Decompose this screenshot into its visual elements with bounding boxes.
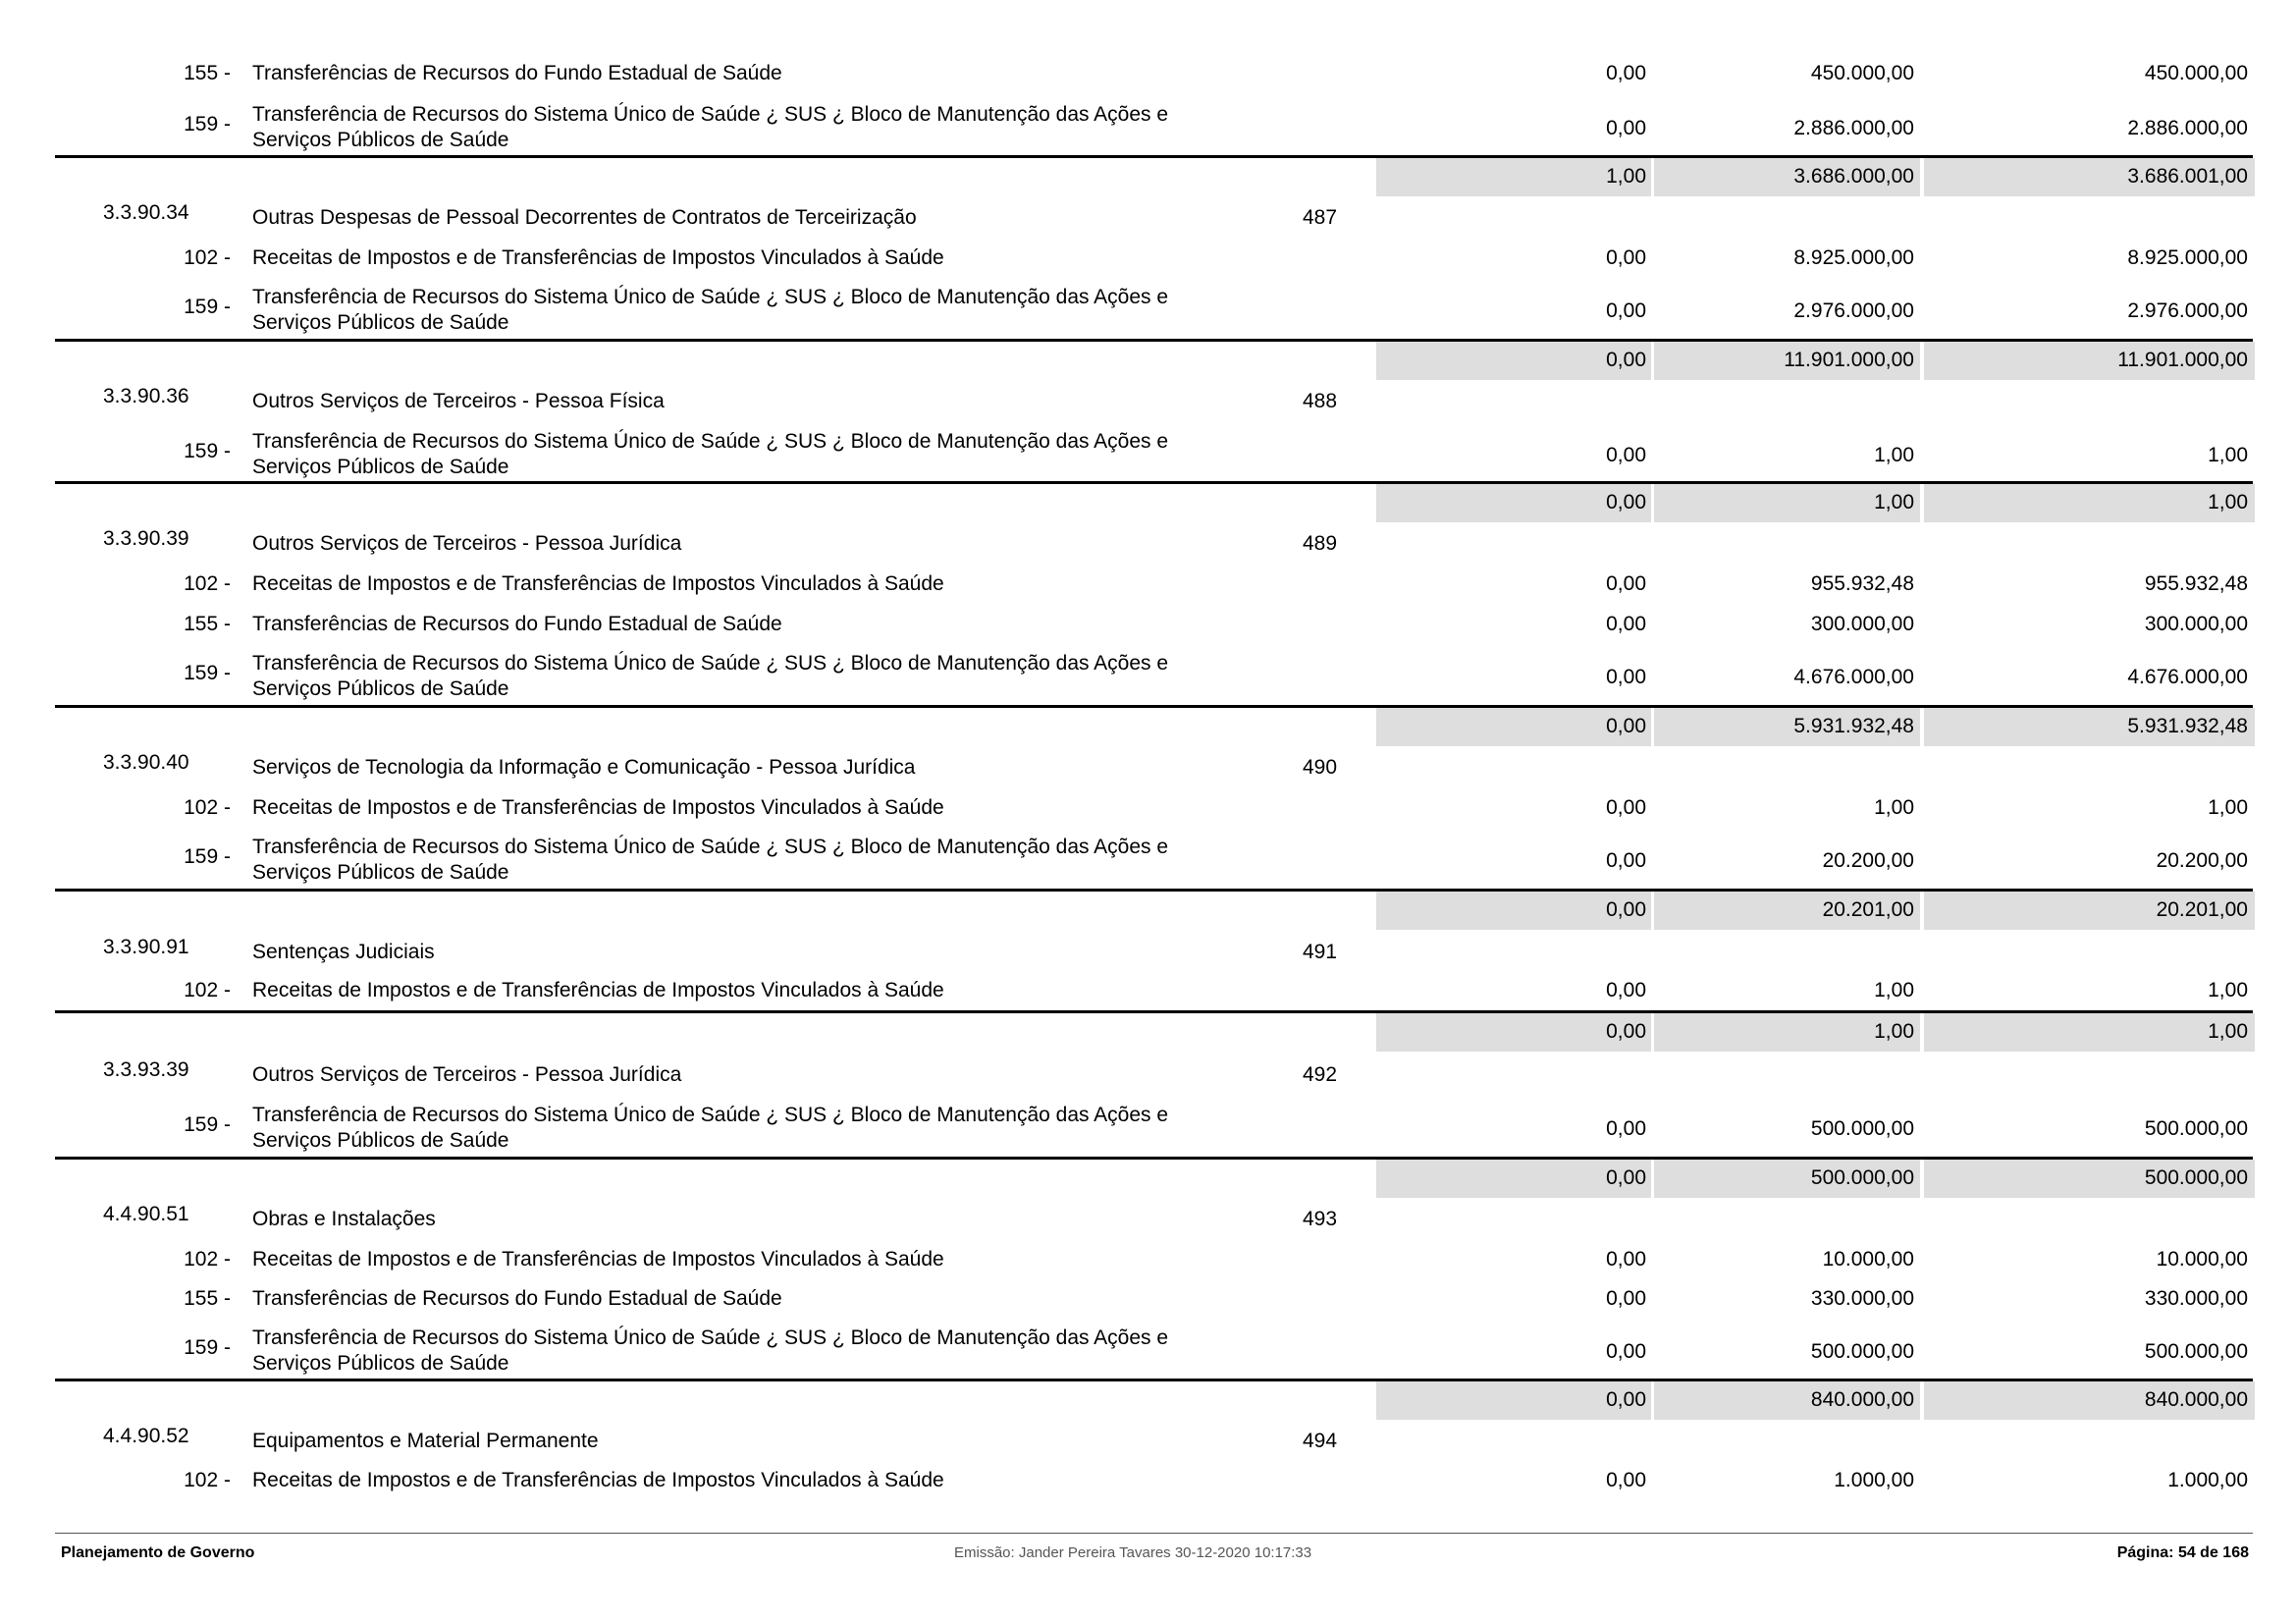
value-col-2: 500.000,00 <box>1810 1340 1914 1363</box>
value-col-1: 0,00 <box>1606 979 1646 1001</box>
account-code: 3.3.90.39 <box>103 527 189 550</box>
source-description: Transferência de Recursos do Sistema Único de Saúde ¿ SUS ¿ Bloco de Manutenção das Ações e <box>252 103 1169 126</box>
subtotal-value-1: 0,00 <box>1606 1388 1646 1411</box>
source-description: Transferência de Recursos do Sistema Único de Saúde ¿ SUS ¿ Bloco de Manutenção das Ações e <box>252 286 1169 308</box>
value-col-2: 1.000,00 <box>1834 1469 1914 1491</box>
value-col-2: 450.000,00 <box>1810 62 1914 84</box>
value-col-2: 2.886.000,00 <box>1793 117 1914 139</box>
value-col-2: 955.932,48 <box>1810 572 1914 595</box>
subtotal-value-2: 1,00 <box>1874 491 1914 514</box>
account-sequence: 492 <box>1303 1063 1338 1086</box>
value-col-3: 1.000,00 <box>2167 1469 2248 1491</box>
account-description: Obras e Instalações <box>252 1208 436 1230</box>
source-description-cont: Serviços Públicos de Saúde <box>252 456 509 478</box>
account-code: 4.4.90.52 <box>103 1425 189 1447</box>
subtotal-value-1: 1,00 <box>1606 165 1646 188</box>
value-col-1: 0,00 <box>1606 299 1646 322</box>
value-col-1: 0,00 <box>1606 246 1646 269</box>
source-description: Transferência de Recursos do Sistema Único de Saúde ¿ SUS ¿ Bloco de Manutenção das Ações e <box>252 1326 1169 1349</box>
source-description-cont: Serviços Públicos de Saúde <box>252 129 509 151</box>
source-code: 102 - <box>184 1248 231 1271</box>
subtotal-value-1: 0,00 <box>1606 898 1646 921</box>
source-code: 159 - <box>184 440 231 462</box>
account-description: Outras Despesas de Pessoal Decorrentes de Contratos de Terceirização <box>252 206 917 229</box>
value-col-2: 4.676.000,00 <box>1793 666 1914 688</box>
subtotal-value-1: 0,00 <box>1606 1020 1646 1043</box>
subtotal-value-2: 840.000,00 <box>1810 1388 1914 1411</box>
subtotal-value-2: 20.201,00 <box>1822 898 1914 921</box>
value-col-2: 1,00 <box>1874 444 1914 466</box>
footer-emission: Emissão: Jander Pereira Tavares 30-12-2020 10:17:33 <box>954 1544 1312 1561</box>
footer-divider <box>55 1533 2253 1534</box>
account-sequence: 493 <box>1303 1208 1338 1230</box>
value-col-1: 0,00 <box>1606 62 1646 84</box>
value-col-3: 10.000,00 <box>2156 1248 2248 1271</box>
subtotal-value-2: 5.931.932,48 <box>1793 715 1914 737</box>
account-description: Outros Serviços de Terceiros - Pessoa Jurídica <box>252 1063 682 1086</box>
account-sequence: 487 <box>1303 206 1338 229</box>
value-col-3: 8.925.000,00 <box>2127 246 2248 269</box>
value-col-1: 0,00 <box>1606 117 1646 139</box>
source-code: 102 - <box>184 979 231 1001</box>
value-col-3: 955.932,48 <box>2144 572 2248 595</box>
source-code: 155 - <box>184 1287 231 1310</box>
value-col-3: 2.976.000,00 <box>2127 299 2248 322</box>
subtotal-value-3: 20.201,00 <box>2156 898 2248 921</box>
account-code: 3.3.90.34 <box>103 201 189 224</box>
value-col-2: 300.000,00 <box>1810 613 1914 635</box>
source-code: 102 - <box>184 246 231 269</box>
subtotal-value-2: 500.000,00 <box>1810 1166 1914 1189</box>
value-col-3: 1,00 <box>2208 979 2248 1001</box>
value-col-1: 0,00 <box>1606 1469 1646 1491</box>
source-description: Transferência de Recursos do Sistema Único de Saúde ¿ SUS ¿ Bloco de Manutenção das Ações e <box>252 836 1169 858</box>
footer-title: Planejamento de Governo <box>61 1544 255 1561</box>
subtotal-value-3: 3.686.001,00 <box>2127 165 2248 188</box>
account-sequence: 491 <box>1303 941 1338 963</box>
value-col-1: 0,00 <box>1606 796 1646 819</box>
source-code: 102 - <box>184 572 231 595</box>
account-sequence: 490 <box>1303 756 1338 779</box>
account-description: Equipamentos e Material Permanente <box>252 1430 599 1452</box>
value-col-1: 0,00 <box>1606 613 1646 635</box>
subtotal-value-3: 5.931.932,48 <box>2127 715 2248 737</box>
value-col-3: 500.000,00 <box>2144 1117 2248 1140</box>
source-description: Transferência de Recursos do Sistema Único de Saúde ¿ SUS ¿ Bloco de Manutenção das Ações e <box>252 1104 1169 1126</box>
subtotal-value-3: 500.000,00 <box>2144 1166 2248 1189</box>
source-code: 155 - <box>184 62 231 84</box>
account-code: 4.4.90.51 <box>103 1203 189 1225</box>
value-col-3: 500.000,00 <box>2144 1340 2248 1363</box>
account-sequence: 494 <box>1303 1430 1338 1452</box>
source-code: 159 - <box>184 113 231 135</box>
value-col-1: 0,00 <box>1606 666 1646 688</box>
subtotal-value-2: 3.686.000,00 <box>1793 165 1914 188</box>
source-description-cont: Serviços Públicos de Saúde <box>252 311 509 334</box>
source-description-cont: Serviços Públicos de Saúde <box>252 1352 509 1375</box>
subtotal-value-1: 0,00 <box>1606 1166 1646 1189</box>
value-col-3: 20.200,00 <box>2156 849 2248 872</box>
value-col-1: 0,00 <box>1606 444 1646 466</box>
account-sequence: 489 <box>1303 532 1338 555</box>
account-code: 3.3.93.39 <box>103 1058 189 1081</box>
subtotal-value-1: 0,00 <box>1606 349 1646 371</box>
account-description: Sentenças Judiciais <box>252 941 435 963</box>
source-description: Transferência de Recursos do Sistema Único de Saúde ¿ SUS ¿ Bloco de Manutenção das Ações e <box>252 652 1169 675</box>
value-col-2: 2.976.000,00 <box>1793 299 1914 322</box>
source-description: Receitas de Impostos e de Transferências de Impostos Vinculados à Saúde <box>252 246 944 269</box>
subtotal-value-3: 840.000,00 <box>2144 1388 2248 1411</box>
source-description: Receitas de Impostos e de Transferências de Impostos Vinculados à Saúde <box>252 1248 944 1271</box>
account-description: Outros Serviços de Terceiros - Pessoa Física <box>252 390 665 412</box>
source-code: 102 - <box>184 1469 231 1491</box>
value-col-2: 500.000,00 <box>1810 1117 1914 1140</box>
value-col-3: 300.000,00 <box>2144 613 2248 635</box>
value-col-2: 1,00 <box>1874 979 1914 1001</box>
source-description: Transferências de Recursos do Fundo Estadual de Saúde <box>252 1287 782 1310</box>
value-col-1: 0,00 <box>1606 1340 1646 1363</box>
value-col-2: 8.925.000,00 <box>1793 246 1914 269</box>
value-col-2: 20.200,00 <box>1822 849 1914 872</box>
subtotal-value-3: 11.901.000,00 <box>2117 349 2248 371</box>
value-col-1: 0,00 <box>1606 849 1646 872</box>
value-col-1: 0,00 <box>1606 1248 1646 1271</box>
value-col-3: 330.000,00 <box>2144 1287 2248 1310</box>
value-col-1: 0,00 <box>1606 572 1646 595</box>
subtotal-value-1: 0,00 <box>1606 491 1646 514</box>
subtotal-value-1: 0,00 <box>1606 715 1646 737</box>
source-description: Receitas de Impostos e de Transferências de Impostos Vinculados à Saúde <box>252 979 944 1001</box>
source-code: 159 - <box>184 1113 231 1136</box>
value-col-3: 4.676.000,00 <box>2127 666 2248 688</box>
subtotal-value-2: 11.901.000,00 <box>1784 349 1914 371</box>
value-col-3: 1,00 <box>2208 796 2248 819</box>
value-col-2: 330.000,00 <box>1810 1287 1914 1310</box>
value-col-3: 450.000,00 <box>2144 62 2248 84</box>
account-description: Serviços de Tecnologia da Informação e Comunicação - Pessoa Jurídica <box>252 756 916 779</box>
source-description: Transferências de Recursos do Fundo Estadual de Saúde <box>252 613 782 635</box>
subtotal-value-3: 1,00 <box>2208 1020 2248 1043</box>
source-description: Receitas de Impostos e de Transferências de Impostos Vinculados à Saúde <box>252 796 944 819</box>
source-code: 159 - <box>184 845 231 868</box>
source-description: Receitas de Impostos e de Transferências de Impostos Vinculados à Saúde <box>252 1469 944 1491</box>
source-code: 159 - <box>184 296 231 318</box>
account-description: Outros Serviços de Terceiros - Pessoa Jurídica <box>252 532 682 555</box>
source-code: 155 - <box>184 613 231 635</box>
subtotal-value-3: 1,00 <box>2208 491 2248 514</box>
value-col-3: 2.886.000,00 <box>2127 117 2248 139</box>
source-description: Transferência de Recursos do Sistema Único de Saúde ¿ SUS ¿ Bloco de Manutenção das Ações e <box>252 430 1169 453</box>
source-code: 159 - <box>184 1336 231 1359</box>
account-code: 3.3.90.36 <box>103 385 189 407</box>
account-code: 3.3.90.40 <box>103 751 189 774</box>
footer-page-number: Página: 54 de 168 <box>2116 1544 2249 1561</box>
account-sequence: 488 <box>1303 390 1338 412</box>
source-code: 102 - <box>184 796 231 819</box>
source-description-cont: Serviços Públicos de Saúde <box>252 861 509 884</box>
subtotal-value-2: 1,00 <box>1874 1020 1914 1043</box>
value-col-2: 1,00 <box>1874 796 1914 819</box>
value-col-2: 10.000,00 <box>1822 1248 1914 1271</box>
source-description-cont: Serviços Públicos de Saúde <box>252 677 509 700</box>
source-description-cont: Serviços Públicos de Saúde <box>252 1129 509 1152</box>
source-description: Receitas de Impostos e de Transferências de Impostos Vinculados à Saúde <box>252 572 944 595</box>
value-col-3: 1,00 <box>2208 444 2248 466</box>
value-col-1: 0,00 <box>1606 1117 1646 1140</box>
source-code: 159 - <box>184 662 231 684</box>
account-code: 3.3.90.91 <box>103 936 189 958</box>
source-description: Transferências de Recursos do Fundo Estadual de Saúde <box>252 62 782 84</box>
value-col-1: 0,00 <box>1606 1287 1646 1310</box>
